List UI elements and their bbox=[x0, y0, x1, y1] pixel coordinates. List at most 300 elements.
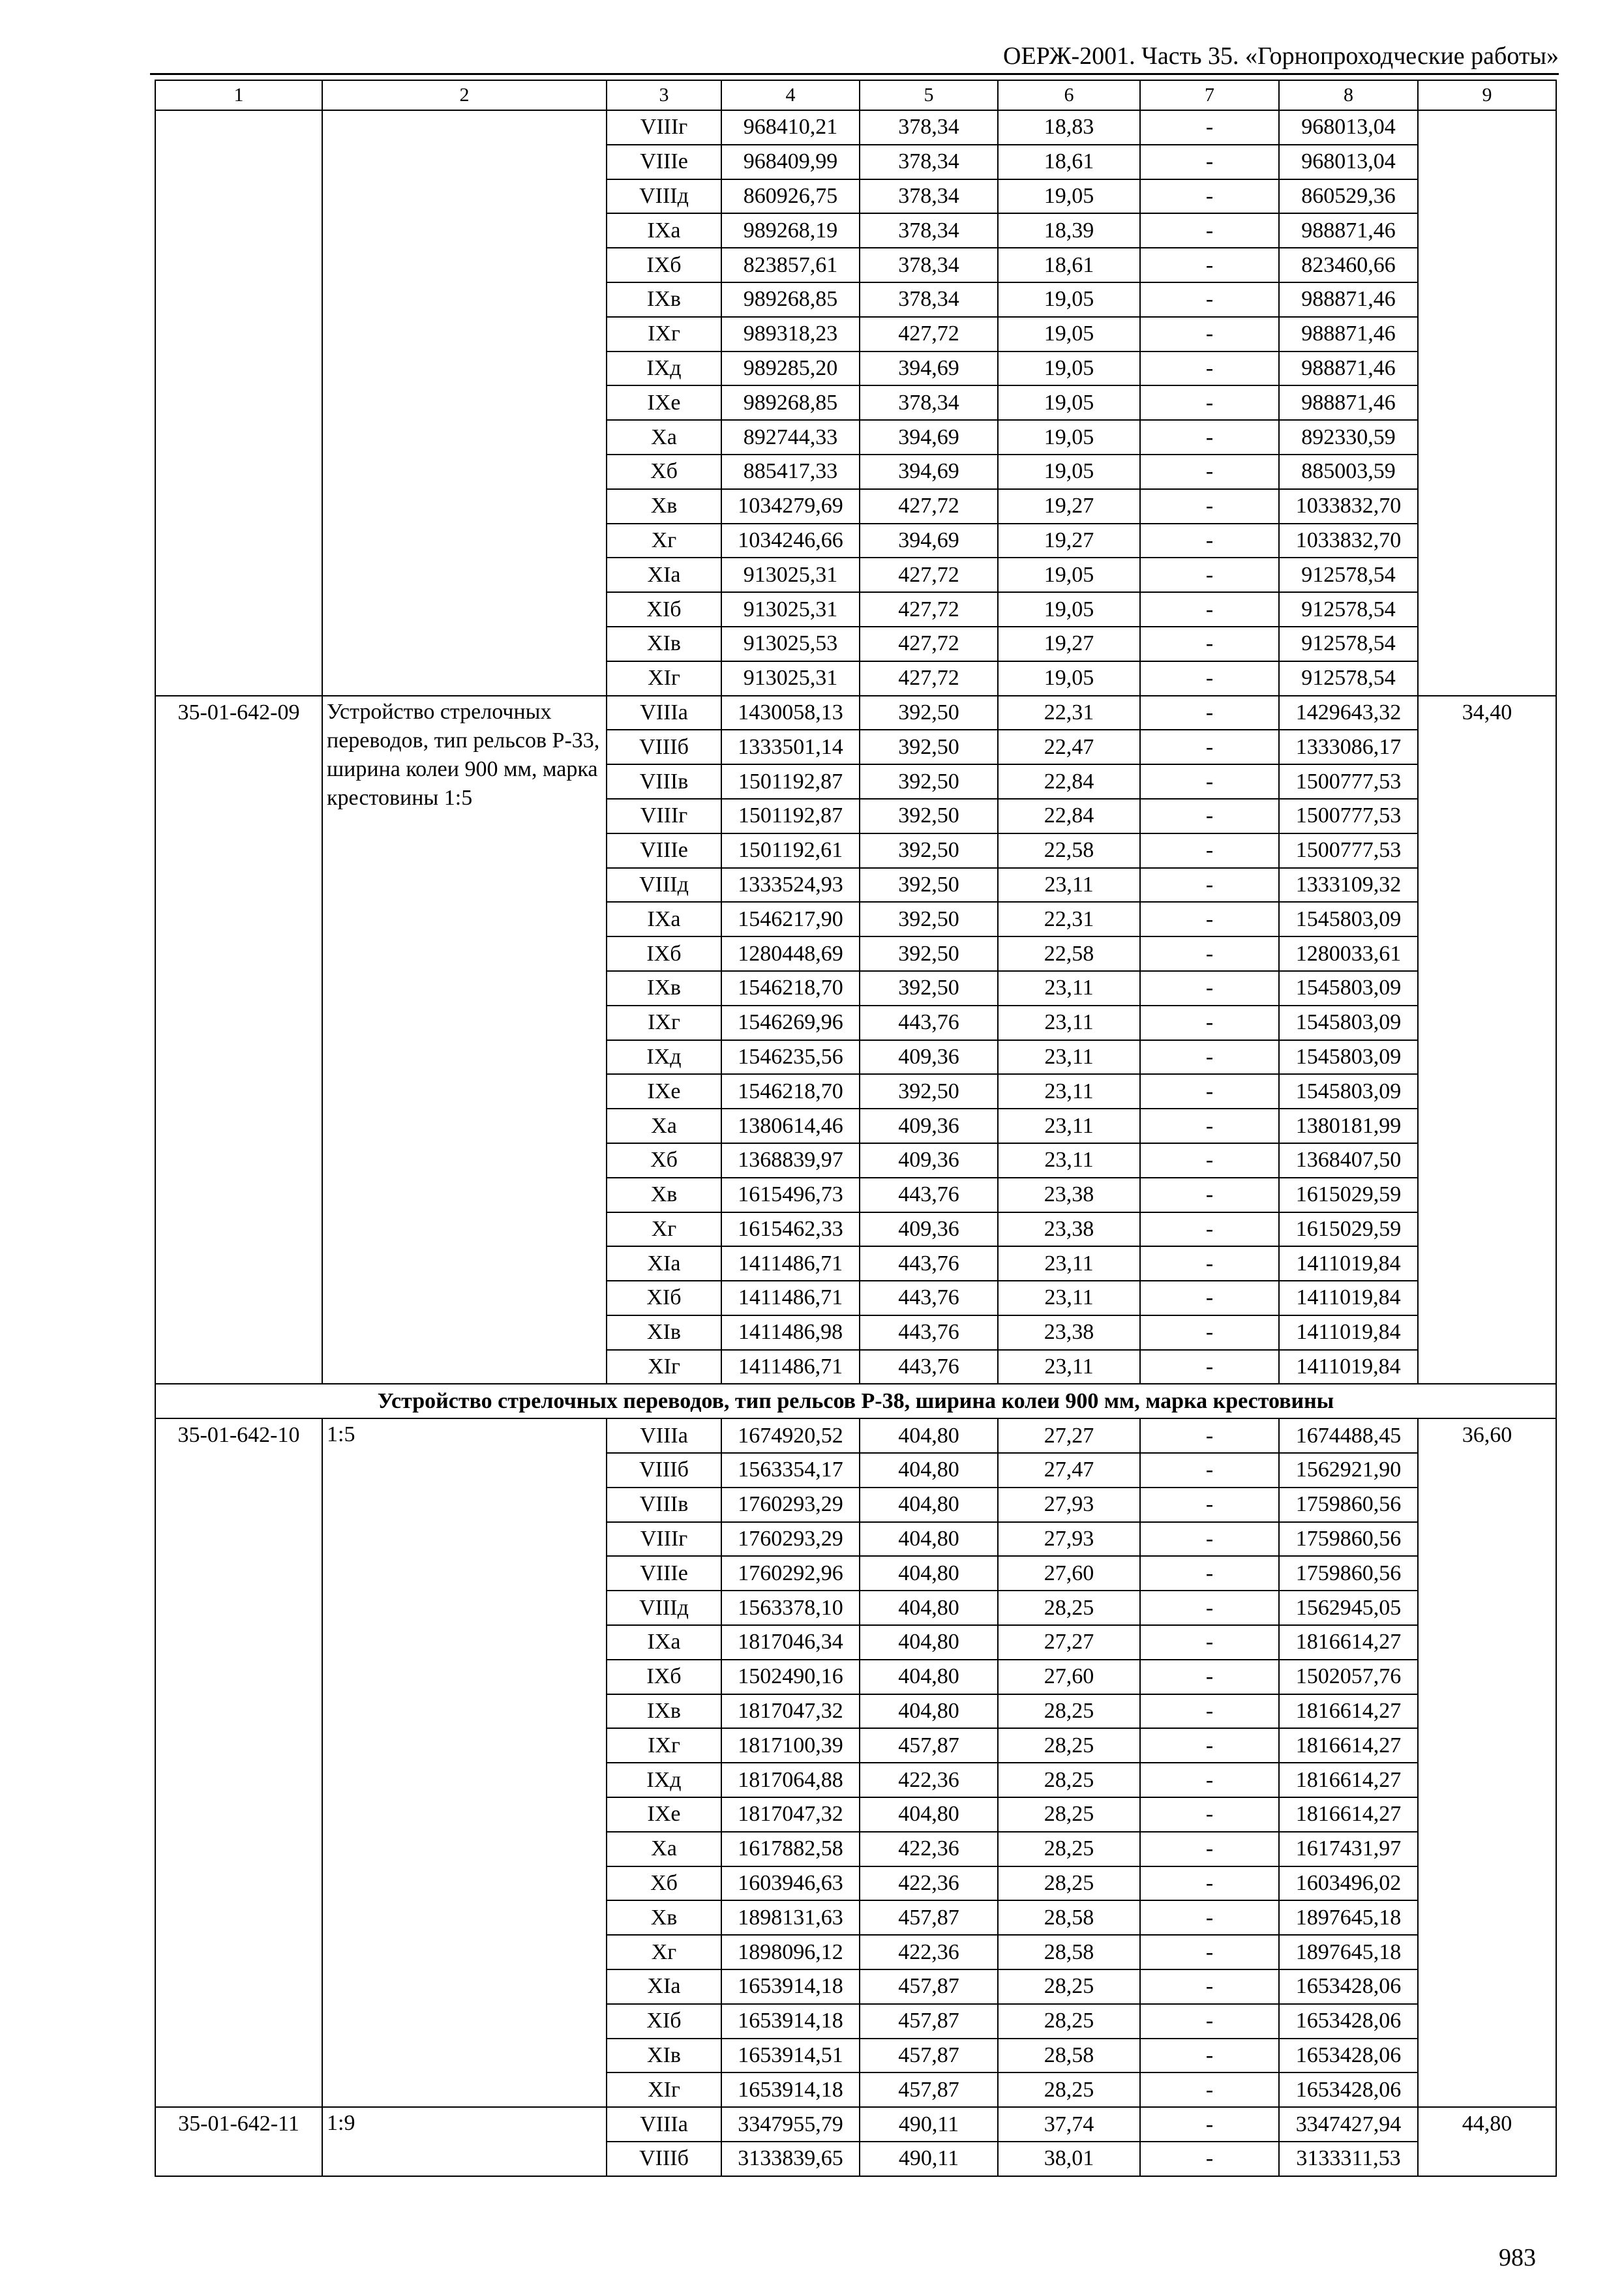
table-cell: - bbox=[1140, 558, 1279, 592]
table-cell: 1545803,09 bbox=[1279, 902, 1418, 936]
table-cell: 19,05 bbox=[998, 282, 1140, 317]
table-cell: IXг bbox=[607, 1006, 721, 1040]
table-cell: 892330,59 bbox=[1279, 420, 1418, 455]
table-cell: - bbox=[1140, 1006, 1279, 1040]
table-cell: 1674920,52 bbox=[721, 1418, 860, 1453]
table-cell: - bbox=[1140, 2142, 1279, 2176]
table-cell: Xб bbox=[607, 455, 721, 489]
table-cell: 1897645,18 bbox=[1279, 1900, 1418, 1935]
table-cell: 422,36 bbox=[860, 1935, 998, 1969]
section-heading-row bbox=[155, 1384, 1556, 1418]
table-cell: 913025,31 bbox=[721, 592, 860, 627]
table-cell: 1545803,09 bbox=[1279, 971, 1418, 1006]
table-cell: 988871,46 bbox=[1279, 282, 1418, 317]
table-cell: VIIIб bbox=[607, 2142, 721, 2176]
table-cell: 988871,46 bbox=[1279, 385, 1418, 420]
rate-code: 35-01-642-09 bbox=[155, 696, 322, 1384]
table-cell: 1653428,06 bbox=[1279, 2072, 1418, 2107]
table-cell: 28,58 bbox=[998, 1900, 1140, 1935]
table-cell: 1501192,87 bbox=[721, 799, 860, 833]
table-cell: 1411019,84 bbox=[1279, 1281, 1418, 1315]
rate-code: 35-01-642-11 bbox=[155, 2107, 322, 2176]
table-cell: 1545803,09 bbox=[1279, 1074, 1418, 1109]
table-cell: 394,69 bbox=[860, 352, 998, 386]
table-cell: 404,80 bbox=[860, 1556, 998, 1591]
table-cell: - bbox=[1140, 1350, 1279, 1384]
table-cell: 378,34 bbox=[860, 282, 998, 317]
table-cell: 1603496,02 bbox=[1279, 1866, 1418, 1901]
table-cell: 378,34 bbox=[860, 385, 998, 420]
table-cell: 1546235,56 bbox=[721, 1040, 860, 1075]
table-cell: IXе bbox=[607, 1074, 721, 1109]
table-cell: 457,87 bbox=[860, 2004, 998, 2039]
table-cell: 18,83 bbox=[998, 110, 1140, 145]
table-cell: 860529,36 bbox=[1279, 179, 1418, 214]
table-cell: 968013,04 bbox=[1279, 110, 1418, 145]
table-cell: 1333086,17 bbox=[1279, 730, 1418, 764]
table-row bbox=[155, 110, 1556, 145]
table-cell: 404,80 bbox=[860, 1660, 998, 1694]
table-cell: VIIIе bbox=[607, 1556, 721, 1591]
table-cell: 23,11 bbox=[998, 1040, 1140, 1075]
table-cell: 1760293,29 bbox=[721, 1488, 860, 1522]
table-cell: 1562945,05 bbox=[1279, 1591, 1418, 1625]
table-cell: 490,11 bbox=[860, 2142, 998, 2176]
table-cell: 427,72 bbox=[860, 489, 998, 524]
table-cell: 22,58 bbox=[998, 936, 1140, 971]
column-number: 8 bbox=[1279, 80, 1418, 110]
table-cell: 23,11 bbox=[998, 868, 1140, 903]
table-cell: 443,76 bbox=[860, 1006, 998, 1040]
table-cell: VIIIд bbox=[607, 868, 721, 903]
table-cell: 1816614,27 bbox=[1279, 1763, 1418, 1797]
table-cell: - bbox=[1140, 868, 1279, 903]
table-cell: 28,58 bbox=[998, 2039, 1140, 2073]
table-cell: 1501192,61 bbox=[721, 833, 860, 868]
table-cell: 28,25 bbox=[998, 1866, 1140, 1901]
table-cell: 913025,31 bbox=[721, 558, 860, 592]
table-cell: 912578,54 bbox=[1279, 627, 1418, 661]
table-cell: 1653914,18 bbox=[721, 1969, 860, 2004]
table-body bbox=[155, 80, 1556, 2176]
table-cell: - bbox=[1140, 1625, 1279, 1660]
table-cell: XIб bbox=[607, 2004, 721, 2039]
table-cell: 989268,85 bbox=[721, 282, 860, 317]
table-row bbox=[155, 2107, 1556, 2142]
table-cell: - bbox=[1140, 1832, 1279, 1866]
table-cell: 23,38 bbox=[998, 1178, 1140, 1212]
table-cell: 19,05 bbox=[998, 661, 1140, 696]
table-cell: XIб bbox=[607, 1281, 721, 1315]
table-cell: VIIIа bbox=[607, 696, 721, 730]
table-cell: 22,47 bbox=[998, 730, 1140, 764]
table-cell: - bbox=[1140, 352, 1279, 386]
table-cell: 1817046,34 bbox=[721, 1625, 860, 1660]
table-cell: 1653914,18 bbox=[721, 2004, 860, 2039]
table-cell: 427,72 bbox=[860, 592, 998, 627]
table-cell: - bbox=[1140, 627, 1279, 661]
table-cell: 404,80 bbox=[860, 1488, 998, 1522]
table-cell: 378,34 bbox=[860, 213, 998, 248]
table-cell: - bbox=[1140, 1488, 1279, 1522]
table-cell: 19,05 bbox=[998, 592, 1140, 627]
table-cell: 392,50 bbox=[860, 764, 998, 799]
table-cell: 1563378,10 bbox=[721, 1591, 860, 1625]
table-cell: 23,38 bbox=[998, 1212, 1140, 1247]
table-cell: 1411486,98 bbox=[721, 1315, 860, 1350]
table-cell: Xв bbox=[607, 1178, 721, 1212]
table-cell: - bbox=[1140, 1900, 1279, 1935]
table-cell: 392,50 bbox=[860, 730, 998, 764]
column-number: 1 bbox=[155, 80, 322, 110]
table-cell: 394,69 bbox=[860, 455, 998, 489]
table-cell: 19,05 bbox=[998, 317, 1140, 352]
table-cell: VIIIе bbox=[607, 833, 721, 868]
table-cell: 23,11 bbox=[998, 1109, 1140, 1143]
column-number: 9 bbox=[1418, 80, 1556, 110]
table-cell: - bbox=[1140, 1522, 1279, 1557]
table-cell: IXа bbox=[607, 213, 721, 248]
table-cell: 1760293,29 bbox=[721, 1522, 860, 1557]
table-cell: 823460,66 bbox=[1279, 248, 1418, 282]
table-cell: 1816614,27 bbox=[1279, 1625, 1418, 1660]
table-cell: 23,11 bbox=[998, 1350, 1140, 1384]
rate-price: 34,40 bbox=[1418, 696, 1556, 1384]
table-cell: IXа bbox=[607, 902, 721, 936]
table-cell: 1546217,90 bbox=[721, 902, 860, 936]
table-cell: 18,61 bbox=[998, 248, 1140, 282]
table-cell: 28,25 bbox=[998, 1969, 1140, 2004]
table-cell: 1817047,32 bbox=[721, 1694, 860, 1729]
table-cell: VIIIе bbox=[607, 145, 721, 179]
table-cell: 378,34 bbox=[860, 179, 998, 214]
table-cell: Xг bbox=[607, 524, 721, 558]
table-cell: IXе bbox=[607, 385, 721, 420]
table-cell: VIIIа bbox=[607, 1418, 721, 1453]
table-cell: 27,27 bbox=[998, 1418, 1140, 1453]
rate-code: 35-01-642-10 bbox=[155, 1418, 322, 2107]
table-cell: VIIIд bbox=[607, 179, 721, 214]
empty-description-cell bbox=[322, 110, 607, 696]
table-cell: 18,39 bbox=[998, 213, 1140, 248]
table-cell: 394,69 bbox=[860, 420, 998, 455]
table-cell: IXб bbox=[607, 936, 721, 971]
table-cell: 3133311,53 bbox=[1279, 2142, 1418, 2176]
table-cell: 1501192,87 bbox=[721, 764, 860, 799]
table-cell: - bbox=[1140, 1246, 1279, 1281]
table-cell: 885003,59 bbox=[1279, 455, 1418, 489]
table-cell: XIг bbox=[607, 661, 721, 696]
table-cell: 404,80 bbox=[860, 1625, 998, 1660]
table-cell: 18,61 bbox=[998, 145, 1140, 179]
table-cell: 28,58 bbox=[998, 1935, 1140, 1969]
table-cell: 968013,04 bbox=[1279, 145, 1418, 179]
table-cell: 443,76 bbox=[860, 1178, 998, 1212]
table-cell: Xа bbox=[607, 1109, 721, 1143]
table-cell: 1380181,99 bbox=[1279, 1109, 1418, 1143]
table-cell: - bbox=[1140, 1591, 1279, 1625]
table-cell: - bbox=[1140, 1935, 1279, 1969]
table-cell: 23,11 bbox=[998, 971, 1140, 1006]
table-cell: 1759860,56 bbox=[1279, 1488, 1418, 1522]
table-cell: 1368407,50 bbox=[1279, 1143, 1418, 1178]
table-cell: - bbox=[1140, 110, 1279, 145]
table-cell: IXв bbox=[607, 1694, 721, 1729]
table-cell: 1500777,53 bbox=[1279, 764, 1418, 799]
rate-description: 1:9 bbox=[322, 2107, 607, 2176]
table-cell: 1411486,71 bbox=[721, 1350, 860, 1384]
table-cell: 392,50 bbox=[860, 936, 998, 971]
table-cell: 1429643,32 bbox=[1279, 696, 1418, 730]
table-cell: 427,72 bbox=[860, 558, 998, 592]
table-cell: 968410,21 bbox=[721, 110, 860, 145]
table-cell: 823857,61 bbox=[721, 248, 860, 282]
table-cell: - bbox=[1140, 317, 1279, 352]
table-cell: 427,72 bbox=[860, 317, 998, 352]
table-cell: 1817064,88 bbox=[721, 1763, 860, 1797]
table-row bbox=[155, 696, 1556, 730]
table-cell: Xб bbox=[607, 1143, 721, 1178]
table-cell: 19,05 bbox=[998, 558, 1140, 592]
table-cell: VIIIа bbox=[607, 2107, 721, 2142]
table-cell: 392,50 bbox=[860, 696, 998, 730]
table-cell: - bbox=[1140, 1074, 1279, 1109]
table-cell: 23,11 bbox=[998, 1074, 1140, 1109]
table-cell: - bbox=[1140, 936, 1279, 971]
table-cell: 3347427,94 bbox=[1279, 2107, 1418, 2142]
table-cell: 1816614,27 bbox=[1279, 1694, 1418, 1729]
table-cell: - bbox=[1140, 902, 1279, 936]
table-cell: Xг bbox=[607, 1212, 721, 1247]
table-cell: 28,25 bbox=[998, 1728, 1140, 1763]
table-cell: 1546218,70 bbox=[721, 971, 860, 1006]
table-cell: 1500777,53 bbox=[1279, 799, 1418, 833]
table-cell: XIа bbox=[607, 1246, 721, 1281]
column-number: 2 bbox=[322, 80, 607, 110]
table-cell: 1502057,76 bbox=[1279, 1660, 1418, 1694]
table-cell: 404,80 bbox=[860, 1522, 998, 1557]
table-cell: 1674488,45 bbox=[1279, 1418, 1418, 1453]
table-cell: 404,80 bbox=[860, 1418, 998, 1453]
table-cell: - bbox=[1140, 1797, 1279, 1832]
table-cell: 23,38 bbox=[998, 1315, 1140, 1350]
table-cell: 1033832,70 bbox=[1279, 524, 1418, 558]
table-cell: 392,50 bbox=[860, 868, 998, 903]
table-cell: - bbox=[1140, 1281, 1279, 1315]
table-cell: - bbox=[1140, 1315, 1279, 1350]
empty-code-cell bbox=[155, 110, 322, 696]
table-cell: 37,74 bbox=[998, 2107, 1140, 2142]
table-cell: - bbox=[1140, 1694, 1279, 1729]
table-cell: VIIIг bbox=[607, 110, 721, 145]
table-cell: 1033832,70 bbox=[1279, 489, 1418, 524]
table-cell: 427,72 bbox=[860, 661, 998, 696]
rate-description: 1:5 bbox=[322, 1418, 607, 2107]
table-cell: 1617431,97 bbox=[1279, 1832, 1418, 1866]
table-cell: - bbox=[1140, 385, 1279, 420]
table-cell: - bbox=[1140, 1178, 1279, 1212]
table-cell: 27,60 bbox=[998, 1556, 1140, 1591]
table-cell: 23,11 bbox=[998, 1143, 1140, 1178]
table-cell: 457,87 bbox=[860, 2039, 998, 2073]
table-cell: 1430058,13 bbox=[721, 696, 860, 730]
table-cell: 457,87 bbox=[860, 2072, 998, 2107]
table-cell: 1333524,93 bbox=[721, 868, 860, 903]
table-cell: 989285,20 bbox=[721, 352, 860, 386]
table-cell: - bbox=[1140, 524, 1279, 558]
table-cell: - bbox=[1140, 799, 1279, 833]
table-cell: - bbox=[1140, 833, 1279, 868]
table-cell: 28,25 bbox=[998, 1591, 1140, 1625]
table-cell: 1897645,18 bbox=[1279, 1935, 1418, 1969]
table-cell: 1759860,56 bbox=[1279, 1522, 1418, 1557]
table-cell: 394,69 bbox=[860, 524, 998, 558]
table-cell: 378,34 bbox=[860, 145, 998, 179]
table-cell: - bbox=[1140, 1418, 1279, 1453]
table-cell: - bbox=[1140, 1040, 1279, 1075]
table-cell: - bbox=[1140, 764, 1279, 799]
table-cell: 1898096,12 bbox=[721, 1935, 860, 1969]
table-cell: IXг bbox=[607, 1728, 721, 1763]
table-cell: 443,76 bbox=[860, 1246, 998, 1281]
table-cell: 1500777,53 bbox=[1279, 833, 1418, 868]
table-cell: 404,80 bbox=[860, 1797, 998, 1832]
table-cell: 1816614,27 bbox=[1279, 1797, 1418, 1832]
rate-price: 44,80 bbox=[1418, 2107, 1556, 2176]
table-cell: 1617882,58 bbox=[721, 1832, 860, 1866]
table-cell: 28,25 bbox=[998, 1797, 1140, 1832]
table-cell: IXв bbox=[607, 282, 721, 317]
table-cell: 1653914,51 bbox=[721, 2039, 860, 2073]
table-cell: 912578,54 bbox=[1279, 661, 1418, 696]
table-cell: 1816614,27 bbox=[1279, 1728, 1418, 1763]
table-cell: 1545803,09 bbox=[1279, 1040, 1418, 1075]
table-cell: IXд bbox=[607, 1040, 721, 1075]
table-cell: 988871,46 bbox=[1279, 213, 1418, 248]
table-cell: Xв bbox=[607, 1900, 721, 1935]
table-cell: 892744,33 bbox=[721, 420, 860, 455]
table-cell: 913025,31 bbox=[721, 661, 860, 696]
table-cell: 913025,53 bbox=[721, 627, 860, 661]
table-cell: 457,87 bbox=[860, 1900, 998, 1935]
table-cell: 392,50 bbox=[860, 902, 998, 936]
table-cell: 23,11 bbox=[998, 1246, 1140, 1281]
table-cell: XIб bbox=[607, 592, 721, 627]
table-cell: 19,27 bbox=[998, 489, 1140, 524]
table-cell: Xг bbox=[607, 1935, 721, 1969]
table-cell: XIа bbox=[607, 558, 721, 592]
table-cell: IXд bbox=[607, 352, 721, 386]
table-cell: IXе bbox=[607, 1797, 721, 1832]
table-cell: 1502490,16 bbox=[721, 1660, 860, 1694]
table-cell: IXг bbox=[607, 317, 721, 352]
header-rule bbox=[150, 73, 1559, 75]
table-cell: 1280033,61 bbox=[1279, 936, 1418, 971]
table-cell: 1898131,63 bbox=[721, 1900, 860, 1935]
table-cell: 427,72 bbox=[860, 627, 998, 661]
table-cell: 404,80 bbox=[860, 1591, 998, 1625]
table-cell: 19,05 bbox=[998, 385, 1140, 420]
table-cell: 3133839,65 bbox=[721, 2142, 860, 2176]
table-cell: - bbox=[1140, 145, 1279, 179]
table-cell: Xа bbox=[607, 1832, 721, 1866]
table-cell: VIIIг bbox=[607, 799, 721, 833]
table-cell: - bbox=[1140, 455, 1279, 489]
table-cell: 27,93 bbox=[998, 1522, 1140, 1557]
table-cell: 912578,54 bbox=[1279, 558, 1418, 592]
table-cell: 1546218,70 bbox=[721, 1074, 860, 1109]
table-cell: 1546269,96 bbox=[721, 1006, 860, 1040]
table-cell: 392,50 bbox=[860, 971, 998, 1006]
table-cell: 19,05 bbox=[998, 179, 1140, 214]
table-row bbox=[155, 1418, 1556, 1453]
table-cell: IXб bbox=[607, 248, 721, 282]
table-cell: 1545803,09 bbox=[1279, 1006, 1418, 1040]
table-cell: 27,93 bbox=[998, 1488, 1140, 1522]
table-cell: 27,47 bbox=[998, 1453, 1140, 1488]
table-cell: 1653428,06 bbox=[1279, 1969, 1418, 2004]
table-cell: - bbox=[1140, 1763, 1279, 1797]
table-cell: 404,80 bbox=[860, 1453, 998, 1488]
table-cell: - bbox=[1140, 1728, 1279, 1763]
table-cell: 1380614,46 bbox=[721, 1109, 860, 1143]
table-cell: - bbox=[1140, 1660, 1279, 1694]
table-cell: - bbox=[1140, 1969, 1279, 2004]
table-cell: VIIIб bbox=[607, 1453, 721, 1488]
table-cell: 422,36 bbox=[860, 1763, 998, 1797]
table-cell: - bbox=[1140, 282, 1279, 317]
table-cell: XIа bbox=[607, 1969, 721, 2004]
table-cell: 1333109,32 bbox=[1279, 868, 1418, 903]
table-cell: - bbox=[1140, 1556, 1279, 1591]
table-cell: XIг bbox=[607, 1350, 721, 1384]
table-cell: 1615462,33 bbox=[721, 1212, 860, 1247]
table-cell: 392,50 bbox=[860, 799, 998, 833]
table-cell: - bbox=[1140, 1212, 1279, 1247]
price-table bbox=[155, 80, 1557, 2177]
table-cell: 19,27 bbox=[998, 524, 1140, 558]
table-cell: 378,34 bbox=[860, 110, 998, 145]
table-cell: 1562921,90 bbox=[1279, 1453, 1418, 1488]
table-cell: - bbox=[1140, 1866, 1279, 1901]
table-cell: - bbox=[1140, 2039, 1279, 2073]
table-cell: 1034246,66 bbox=[721, 524, 860, 558]
table-cell: 19,05 bbox=[998, 455, 1140, 489]
table-cell: 1615496,73 bbox=[721, 1178, 860, 1212]
table-cell: VIIIд bbox=[607, 1591, 721, 1625]
table-cell: 19,27 bbox=[998, 627, 1140, 661]
table-cell: VIIIг bbox=[607, 1522, 721, 1557]
table-cell: 1411019,84 bbox=[1279, 1350, 1418, 1384]
table-cell: 378,34 bbox=[860, 248, 998, 282]
table-cell: 23,11 bbox=[998, 1006, 1140, 1040]
table-cell: 19,05 bbox=[998, 352, 1140, 386]
table-cell: 409,36 bbox=[860, 1040, 998, 1075]
table-cell: 1411019,84 bbox=[1279, 1246, 1418, 1281]
table-cell: - bbox=[1140, 730, 1279, 764]
table-cell: IXб bbox=[607, 1660, 721, 1694]
table-cell: Xв bbox=[607, 489, 721, 524]
table-cell: 27,60 bbox=[998, 1660, 1140, 1694]
table-cell: 1411486,71 bbox=[721, 1246, 860, 1281]
table-cell: 22,84 bbox=[998, 799, 1140, 833]
table-cell: 1817100,39 bbox=[721, 1728, 860, 1763]
table-cell: 409,36 bbox=[860, 1143, 998, 1178]
table-cell: 443,76 bbox=[860, 1315, 998, 1350]
table-cell: - bbox=[1140, 213, 1279, 248]
table-cell: Xа bbox=[607, 420, 721, 455]
table-cell: 22,58 bbox=[998, 833, 1140, 868]
